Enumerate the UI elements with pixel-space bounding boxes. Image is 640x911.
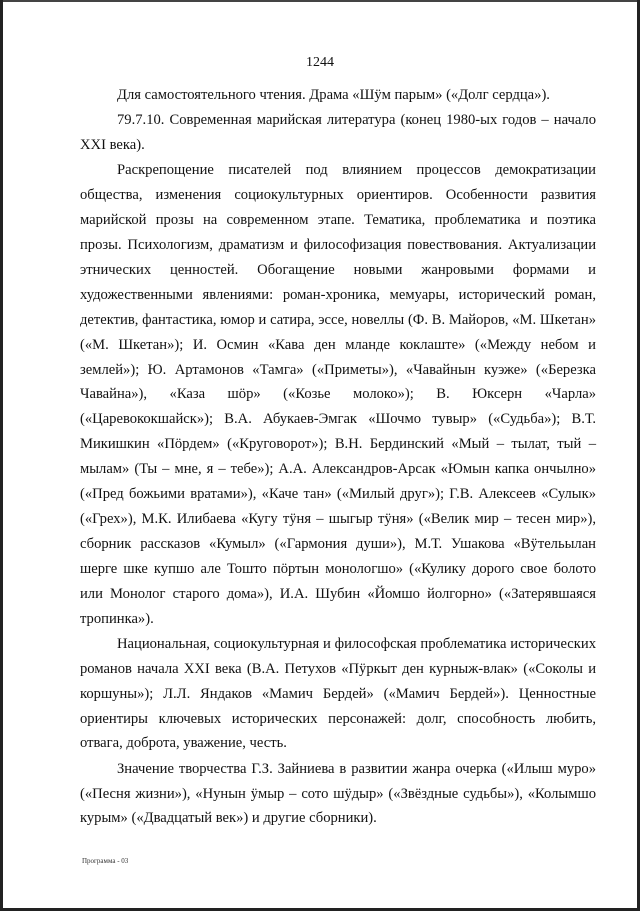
paragraph-zainiev: Значение творчества Г.З. Зайниева в развитии жанра очерка («Илыш муро» («Песня жизни»), «Нунын ӱмыр – сото шӱдыр» («Звёздные судьбы»), «Колымшо курым» («Двадцатый век») и другие сборники). bbox=[80, 760, 596, 827]
footer-label: Программа - 03 bbox=[82, 857, 129, 865]
page-number: 1244 bbox=[306, 55, 334, 70]
paragraph-historical-novels: Национальная, социокультурная и философская проблематика исторических романов начала XXI века (В.А. Петухов «Пӱркыт ден курныж-влак» («Соколы и коршуны»); Л.Л. Яндаков «Мамич Бердей» («Мамич Бердей»). Ценностные ориентиры ключевых исторических персонажей: долг, способность любить, отвага, доброта, уважение, честь. bbox=[80, 635, 596, 752]
scan-edge-top bbox=[0, 0, 640, 2]
document-body bbox=[80, 83, 596, 832]
paragraph-reading-note: Для самостоятельного чтения. Драма «Шӱм парым» («Долг сердца»). bbox=[117, 87, 550, 103]
paragraph-section-heading: 79.7.10. Современная марийская литература (конец 1980-ых годов – начало XXI века). bbox=[80, 112, 596, 154]
paragraph-prose-overview: Раскрепощение писателей под влиянием процессов демократизации общества, изменения социокультурных ориентиров. Особенности развития марийской прозы на современном этапе. Тематика, проблематика и поэтика прозы. Психологизм, драматизм и философизация повествования. Актуализации этнических ценностей. Обогащение новыми жанровыми формами и художественными явлениями: роман-хроника, мемуары, исторический роман, детектив, фантастика, юмор и сатира, эссе, новеллы (Ф. В. Майоров, «М. Шкетан» («М. Шкетан»); И. Осмин «Кава ден мланде коклаште» («Между небом и землей»); Ю. Артамонов «Тамга» («Приметы»), «Чавайнын куэже» («Березка Чавайна»), «Каза шӧр» («Козье молоко»); В. Юксерн «Чарла» («Царевококшайск»); В.А. Абукаев-Эмгак «Шочмо тувыр» («Судьба»); В.Т. Микишкин «Пӧрдем» («Круговорот»); В.Н. Бердинский «Мый – тылат, тый – мылам» (Ты – мне, я – тебе»); А.А. Александров-Арсак «Юмын капка ончылно» («Пред божьими вратами»), «Каче тан» («Милый друг»); Г.В. Алексеев «Сулык» («Грех»), М.К. Илибаева «Кугу тӱня – шыгыр тӱня» («Велик мир – тесен мир»), сборник рассказов «Кумыл» («Гармония души»), М.Т. Ушакова «Вӱтельылан шерге шке купшо але Тошто пӧртын монологшо» («Кулику дорого свое болото или Монолог старого дома»), И.А. Шубин «Йомшо йолгорно» («Затерявшаяся тропинка»). bbox=[80, 162, 596, 627]
scan-edge-left bbox=[0, 0, 3, 911]
